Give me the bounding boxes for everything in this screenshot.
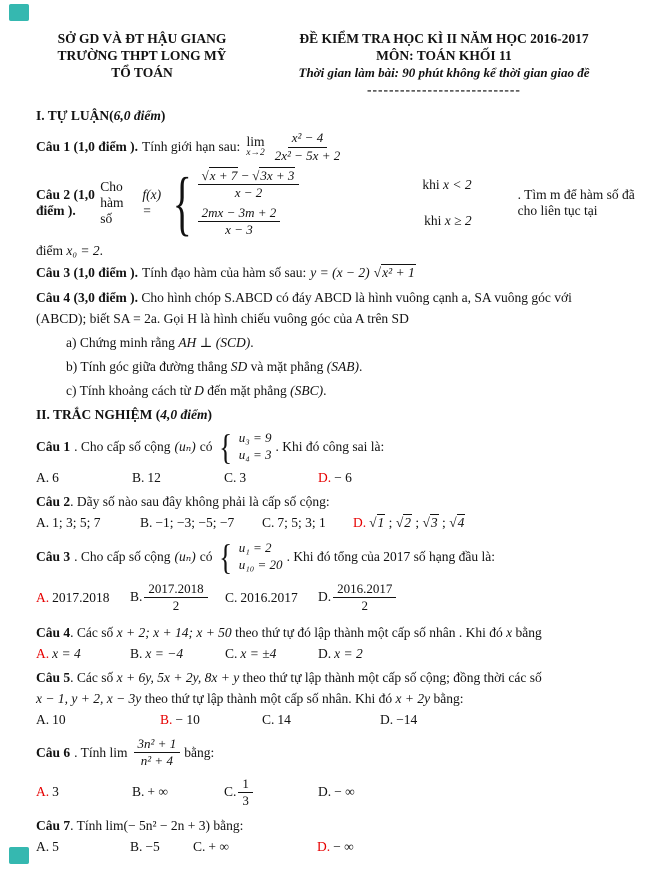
option-letter: C. — [224, 470, 237, 485]
equation: u₁ = 2 — [238, 540, 272, 556]
option-letter: C. — [225, 645, 238, 661]
option-letter: A. — [36, 711, 50, 727]
option-letter: A. — [36, 839, 50, 854]
answer-option-a-correct — [36, 590, 130, 606]
option-letter: D. — [353, 515, 367, 530]
math: D — [194, 383, 204, 398]
question-label: Câu 6 — [36, 744, 71, 760]
fraction — [271, 130, 344, 164]
equation-system — [239, 540, 283, 574]
section-2-title — [36, 407, 640, 423]
fraction — [238, 776, 253, 810]
option-letter: A. — [36, 645, 50, 661]
essay-question-4 — [36, 287, 640, 308]
answer-option-a — [36, 712, 160, 728]
radicand: x + 7 — [209, 168, 238, 183]
equation: u₁₀ = 20 — [238, 557, 283, 572]
answer-option-c — [193, 839, 317, 855]
mc-question-3-answers — [36, 581, 640, 615]
answer-option-d — [318, 646, 640, 662]
text: có — [199, 549, 213, 564]
question-label: Câu 3 (1,0 điểm ). — [36, 265, 138, 280]
case-condition — [424, 213, 472, 229]
fraction-denominator: x − 2 — [234, 185, 263, 201]
text: đến mặt phẳng — [207, 383, 287, 398]
math: x + 2y — [395, 690, 431, 706]
left-brace: { — [172, 163, 192, 243]
text: bằng — [515, 624, 542, 640]
question-text-tail: bằng: — [184, 744, 215, 760]
left-brace: { — [219, 427, 233, 467]
essay-question-1 — [36, 128, 640, 166]
option-letter: C. — [193, 839, 206, 854]
option-value: 6 — [52, 470, 59, 485]
section-1-points: 6,0 điểm — [113, 108, 161, 123]
section-2-points: 4,0 điểm — [160, 407, 208, 422]
math: x + 2; x + 14; x + 50 — [116, 624, 232, 640]
answer-option-c — [262, 515, 353, 531]
mc-question-2-answers — [36, 515, 640, 531]
question-label: Câu 1 (1,0 điểm ). — [36, 139, 138, 154]
case-condition — [422, 177, 471, 193]
text: có — [199, 439, 213, 454]
option-letter: B. — [132, 784, 145, 800]
text: a) Chứng minh rằng — [66, 335, 175, 350]
separator: ; — [438, 515, 450, 530]
essay-question-4-line2 — [36, 308, 640, 329]
option-letter: B. — [132, 470, 145, 485]
equation: u₃ = 9 — [238, 430, 272, 446]
answer-option-c — [262, 712, 380, 728]
case-list — [196, 168, 514, 238]
option-letter: D. — [317, 839, 331, 854]
exam-title: ĐỀ KIỂM TRA HỌC KÌ II NĂM HỌC 2016-2017 — [299, 31, 589, 46]
mc-question-4-answers — [36, 646, 640, 662]
option-value: 10 — [52, 711, 66, 727]
option-value: − ∞ — [334, 784, 355, 800]
option-letter: A. — [36, 589, 50, 605]
answer-option-b — [130, 839, 193, 855]
fraction-numerator: √x + 7 − √3x + 3 — [198, 168, 300, 185]
answer-option-c — [224, 776, 318, 810]
option-value: 2016.2017 — [240, 589, 298, 605]
text: b) Tính góc giữa đường thẳng — [66, 359, 228, 374]
question-text: . Dãy số nào sau đây không phải là cấp số cộng: — [70, 494, 330, 509]
fraction-numerator: 2017.2018 — [144, 581, 207, 598]
option-letter: D. — [380, 711, 394, 727]
option-value: 1; 3; 5; 7 — [52, 515, 101, 530]
mc-question-7-answers — [36, 839, 640, 855]
radicand: x² + 1 — [382, 265, 415, 280]
case-row-1 — [196, 168, 514, 202]
fraction-denominator: 2 — [172, 598, 180, 614]
fraction-numerator: 2016.2017 — [333, 581, 396, 598]
option-letter: D. — [318, 470, 332, 485]
school-name: TRƯỜNG THPT LONG MỸ — [57, 48, 227, 63]
answer-option-b — [130, 646, 225, 662]
mc-question-4 — [36, 622, 640, 643]
option-value: 12 — [147, 470, 161, 485]
lim-subscript: x→2 — [246, 148, 265, 159]
answer-option-a — [36, 470, 132, 486]
option-letter: D. — [318, 784, 332, 800]
fraction — [198, 168, 300, 202]
period: . — [323, 383, 327, 398]
sequence-notation: (uₙ) — [174, 549, 196, 564]
fraction-numerator: 3n² + 1 — [134, 736, 181, 753]
dash-separator: ---------------------------- — [367, 82, 521, 97]
option-value: − 10 — [175, 711, 200, 727]
fraction-numerator: 1 — [238, 776, 253, 793]
math: SD — [230, 359, 248, 374]
question-label: Câu 3 — [36, 549, 71, 564]
answer-option-a-correct — [36, 646, 130, 662]
function-notation: f(x) = — [142, 187, 162, 218]
period: . — [99, 243, 104, 258]
subquestion-b — [66, 356, 640, 377]
radicand: 3 — [430, 515, 438, 530]
math: x — [506, 624, 513, 640]
answer-option-c — [225, 590, 318, 606]
question-text: . Cho cấp số cộng — [74, 439, 171, 454]
essay-question-2-continued — [36, 240, 640, 261]
question-label: Câu 5 — [36, 669, 71, 685]
radicand: 4 — [457, 515, 465, 530]
khi-word: khi — [422, 176, 440, 192]
answer-option-b — [132, 784, 224, 800]
mc-question-1 — [36, 427, 640, 467]
square-root: √x² + 1 — [373, 265, 415, 280]
answer-option-d-correct — [318, 470, 640, 486]
option-value: 7; 5; 3; 1 — [277, 515, 326, 530]
question-text: . Các số — [70, 624, 114, 640]
question-label: Câu 7 — [36, 818, 71, 833]
radicand: 1 — [377, 515, 385, 530]
fraction — [198, 205, 281, 239]
text: theo thứ tự đó lập thành một cấp số nhân . Khi đó — [235, 624, 503, 640]
limit-expression — [246, 135, 264, 159]
fraction — [144, 581, 207, 615]
fraction — [333, 581, 396, 615]
math: x − 1, y + 2, x − 3y — [36, 690, 142, 706]
answer-option-d — [318, 581, 640, 615]
math: AH ⊥ (SCD) — [178, 335, 251, 350]
text: và mặt phẳng — [250, 359, 324, 374]
answer-option-d-correct — [317, 839, 640, 855]
option-letter: A. — [36, 515, 50, 530]
question-text: . Tính lim — [74, 744, 128, 760]
minus-sign: − — [241, 168, 249, 183]
option-value: 5 — [52, 839, 59, 854]
fraction-numerator: x² − 4 — [288, 130, 327, 147]
period: . — [358, 359, 363, 374]
answer-option-b — [130, 581, 225, 615]
option-letter: B. — [160, 711, 173, 727]
option-letter: A. — [36, 470, 50, 485]
essay-question-2 — [36, 163, 640, 243]
subquestion-c — [66, 380, 640, 401]
option-letter: D. — [318, 645, 332, 661]
question-label: Câu 1 — [36, 439, 71, 454]
fraction-denominator: 2x² − 5x + 2 — [274, 147, 341, 163]
fraction — [134, 736, 181, 770]
question-text-tail: . Khi đó công sai là: — [275, 439, 385, 454]
department-name: SỞ GD VÀ ĐT HẬU GIANG — [57, 31, 227, 46]
math: x + 6y, 5x + 2y, 8x + y — [116, 669, 240, 685]
lim-word: lim — [246, 133, 265, 149]
fraction-numerator: 2mx − 3m + 2 — [198, 205, 281, 222]
section-1-title-text: I. TỰ LUẬN( — [36, 108, 114, 123]
condition-math: x < 2 — [443, 176, 472, 192]
mc-question-2 — [36, 491, 640, 512]
radical-list: √1 ; √2 ; √3 ; √4 — [369, 515, 465, 530]
separator: ; — [411, 515, 423, 530]
text: điểm — [36, 243, 63, 258]
section-2-title-close: ) — [207, 407, 213, 422]
equation-system — [239, 430, 272, 464]
text: c) Tính khoảng cách từ — [66, 383, 191, 398]
option-value: + ∞ — [208, 839, 230, 854]
math: (SAB) — [326, 359, 359, 374]
option-value: −5 — [145, 839, 160, 854]
section-1-title-close: ) — [160, 108, 166, 123]
case-row-2 — [196, 205, 514, 239]
option-value: 3 — [52, 784, 59, 800]
duration-line: Thời gian làm bài: 90 phút không kể thời gian giao đề — [298, 65, 590, 80]
exam-title-block — [248, 30, 640, 98]
question-text-tail: . Tìm m để hàm số đã cho liên tục tại — [517, 187, 635, 218]
question-text: Tính đạo hàm của hàm số sau: — [142, 265, 307, 280]
question-label: Câu 4 (3,0 điểm ). — [36, 290, 138, 305]
option-value: x = 2 — [334, 645, 363, 661]
option-letter: C. — [262, 515, 275, 530]
question-text: . Cho cấp số cộng — [74, 549, 171, 564]
exam-header — [36, 30, 640, 98]
mc-question-7 — [36, 815, 640, 836]
question-text: . Tính lim(− 5n² − 2n + 3) bằng: — [70, 818, 244, 833]
answer-option-a-correct — [36, 784, 132, 800]
essay-question-3 — [36, 261, 640, 285]
answer-option-c — [224, 470, 318, 486]
subquestion-a — [66, 332, 640, 353]
option-letter: C. — [262, 711, 275, 727]
answer-option-b — [140, 515, 262, 531]
answer-option-c — [225, 646, 318, 662]
function-expression: y = (x − 2) — [310, 265, 370, 280]
option-value: − ∞ — [333, 839, 354, 854]
khi-word: khi — [424, 213, 442, 229]
issuer-block — [36, 30, 248, 98]
option-value: + ∞ — [147, 784, 169, 800]
question-text: (ABCD); biết SA = 2a. Gọi H là hình chiếu vuông góc của A trên SD — [36, 311, 409, 326]
group-name: TỔ TOÁN — [111, 65, 173, 80]
mc-question-3 — [36, 536, 640, 578]
fraction-denominator: 3 — [242, 792, 249, 808]
point-math: x₀ = 2 — [66, 243, 100, 258]
option-value: x = −4 — [145, 645, 184, 661]
option-value: 3 — [239, 470, 247, 485]
sequence-notation: (uₙ) — [174, 439, 196, 454]
mc-question-5 — [36, 667, 640, 688]
section-2-title-text: II. TRẮC NGHIỆM ( — [36, 407, 161, 422]
option-value: x = 4 — [52, 645, 81, 661]
math: (SBC) — [290, 383, 324, 398]
period: . — [250, 335, 254, 350]
question-text-tail: . Khi đó tổng của 2017 số hạng đầu là: — [286, 549, 496, 564]
fraction-denominator: n² + 4 — [140, 753, 173, 768]
radicand: 3x + 3 — [260, 168, 295, 183]
equation: u₄ = 3 — [238, 447, 272, 462]
mc-question-1-answers — [36, 470, 640, 486]
text: theo thứ tự lập thành một cấp số nhân. Khi đó — [144, 690, 393, 706]
option-letter: A. — [36, 784, 50, 800]
option-value: −14 — [396, 711, 418, 727]
question-text: Cho hàm số — [100, 179, 124, 226]
option-value: −1; −3; −5; −7 — [155, 515, 235, 530]
condition-math: x ≥ 2 — [444, 213, 472, 229]
option-letter: C. — [225, 589, 238, 605]
radicand: 2 — [404, 515, 411, 530]
mc-question-5-answers — [36, 712, 640, 728]
mc-question-6-answers — [36, 776, 640, 810]
mc-question-5-line2 — [36, 688, 640, 709]
answer-option-b-correct — [160, 712, 262, 728]
option-letter: B. — [140, 515, 153, 530]
selection-handle-icon — [9, 847, 29, 864]
mc-question-6 — [36, 733, 640, 773]
question-label: Câu 4 — [36, 624, 71, 640]
option-value: x = ±4 — [240, 645, 277, 661]
question-label: Câu 2 — [36, 494, 71, 509]
question-label: Câu 2 (1,0 điểm ). — [36, 187, 95, 218]
option-letter: B. — [130, 645, 143, 661]
answer-option-d — [380, 712, 640, 728]
fraction-denominator: 2 — [361, 598, 368, 614]
answer-option-b — [132, 470, 224, 486]
answer-option-a — [36, 839, 130, 855]
option-letter: D. — [318, 588, 332, 604]
piecewise-function — [165, 163, 514, 243]
left-brace: { — [219, 537, 233, 577]
separator: ; — [385, 515, 396, 530]
option-value: − 6 — [334, 470, 352, 485]
answer-option-d-correct — [353, 515, 640, 531]
selection-handle-icon — [9, 4, 29, 21]
option-letter: B. — [130, 839, 143, 854]
text: theo thứ tự lập thành một cấp số cộng; đồng thời các số — [242, 669, 542, 685]
option-value: 14 — [277, 711, 291, 727]
fraction-denominator: x − 3 — [225, 221, 253, 237]
answer-option-a — [36, 515, 140, 531]
option-value: 2017.2018 — [52, 589, 110, 605]
question-text: Cho hình chóp S.ABCD có đáy ABCD là hình vuông cạnh a, SA vuông góc với — [141, 290, 572, 305]
section-1-title — [36, 108, 640, 124]
subject-line: MÔN: TOÁN KHỐI 11 — [376, 48, 512, 63]
option-letter: C. — [224, 783, 237, 799]
answer-option-d — [318, 784, 640, 800]
text: bằng: — [433, 690, 464, 706]
option-letter: B. — [130, 588, 143, 604]
question-text: Tính giới hạn sau: — [142, 139, 241, 154]
question-text: . Các số — [70, 669, 114, 685]
